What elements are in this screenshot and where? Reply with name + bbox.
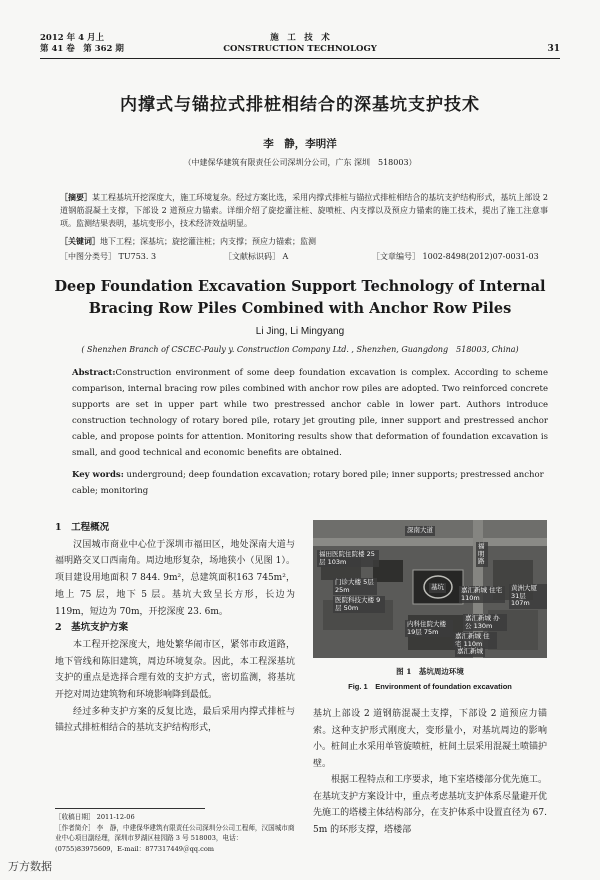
abstract-en-text: Construction environment of some deep foundation excavation is complex. According to scheme comparison, internal bracing row piles combined with anchor row piles are adopted. Two reinforced concrete supports are set in upper part while two prestressed anchor cable in lower part. Authors introduce construction technology of rotary bored pile, rotary jet grouting pile, inner support and prestressed anchor cable, and propose points for attention. Monitoring results show that deformation of foundation excavation is small, and good technical and economic benefits are obtained. — [72, 368, 548, 458]
keywords-en-text: underground; deep foundation excavation; rotary bored pile; inner supports; prestressed anchor cable; monitoring — [72, 470, 544, 496]
right-paragraph-1: 基坑上部设 2 道钢筋混凝土支撑，下部设 2 道预应力锚索。这种支护形式刚度大，变形量小，对基坑周边的影响小。桩间止水采用单管旋喷桩，桩间土层采用混凝土喷锚护壁。 — [313, 709, 548, 769]
section-2-paragraph-1: 本工程开挖深度大，地处繁华闹市区，紧邻市政道路，地下管线和陈旧建筑，周边环境复杂。因此，本工程深基坑支护的重点是选择合理有效的支护方式，密切监测，将基坑开挖对周边建筑物和环境影响降到最低。 — [55, 639, 295, 701]
abstract-en — [72, 365, 548, 461]
received-date: ［收稿日期］ 2011-12-06 — [55, 813, 135, 821]
abstract-cn-text: 某工程基坑开挖深度大，施工环境复杂。经过方案比选，采用内撑式排桩与锚拉式排桩相结合的基坑支护结构形式，基坑上部设 2 道钢筋混凝土支撑，下部设 2 道预应力锚索。详细介绍了旋挖灌注桩、旋喷桩、内支撑以及预应力锚索的施工技术，提出了施工注意事项。监测结果表明，基坑变形小，技术经济效益明显。 — [60, 193, 548, 228]
label-excavation-site: 基坑 — [431, 583, 444, 591]
figure-1-aerial-photo — [313, 520, 547, 658]
paper-title-en-line1: Deep Foundation Excavation Support Technology of Internal — [54, 278, 546, 295]
paper-title-cn: 内撑式与锚拉式排桩相结合的深基坑支护技术 — [120, 95, 480, 115]
abstract-cn-label: ［摘要］ — [60, 192, 93, 202]
label-jiahui-residence-2: 嘉汇新城 住宅 110m — [453, 632, 497, 649]
paper-title-en-line2: Bracing Row Piles Combined with Anchor Row Piles — [88, 300, 512, 317]
abstract-cn — [60, 191, 548, 230]
affiliation-en: ( Shenzhen Branch of CSCEC-Pauly y. Construction Company Ltd. , Shenzhen, Guangdong 518003, China) — [81, 345, 519, 354]
keywords-en — [72, 467, 548, 499]
footnote — [55, 812, 300, 854]
volume-issue: 第 41 卷 第 362 期 — [40, 44, 124, 54]
section-2-heading: 2 基坑支护方案 — [55, 622, 129, 634]
paper-title-en — [0, 276, 600, 320]
authors-cn: 李 静，李明洋 — [263, 138, 337, 150]
abstract-en-label: Abstract: — [72, 368, 116, 378]
page-number: 31 — [547, 44, 560, 54]
affiliation-cn: （中建保华建筑有限责任公司深圳分公司，广东 深圳 518003） — [183, 158, 417, 167]
article-number: ［文章编号］ 1002-8498(2012)07-0031-03 — [372, 252, 539, 261]
author-bio: ［作者简介］ 李 静，中建保华建筑有限责任公司深圳分公司工程师，汉国城市商业中心项目副经理，深圳市罗湖区桂园路 3 号 518003，电话：(0755)83975609，E-mail：877317449＠qq.com — [55, 823, 295, 853]
section-1-paragraph: 汉国城市商业中心位于深圳市福田区，地处深南大道与福明路交叉口西南角。周边地形复杂，场地狭小（见图 1）。项目建设用地面积 7 844. 9m²，总建筑面积163 745m²，地上 75 层，地下 5 层。基坑大致呈长方形，长边为 119m，短边为 70m，开挖深度 23. 6m。 — [55, 539, 295, 617]
label-medtech-building: 医院科技大楼 9层 50m — [333, 596, 385, 613]
authors-en: Li Jing, Li Mingyang — [255, 326, 345, 337]
section-1-heading: 1 工程概况 — [55, 522, 110, 533]
keywords-cn-label: ［关键词］ — [60, 236, 100, 246]
label-jiahui-residence-1: 嘉汇新城 住宅 110m — [459, 586, 505, 603]
running-header-journal — [0, 33, 600, 55]
wanfang-watermark: 万方数据 — [8, 860, 52, 873]
label-huangzhou-tower: 黄洲大厦 31层 107m — [509, 584, 547, 609]
label-shennan-road: 深南大道 — [407, 526, 433, 534]
section-2-paragraph-2: 经过多种支护方案的反复比选，最后采用内撑式排桩与锚拉式排桩相结合的基坑支护结构形式， — [55, 706, 295, 734]
body-left-column — [55, 520, 295, 737]
label-jiahui-office: 嘉汇新城 办公 130m — [463, 614, 507, 631]
footnote-rule — [55, 808, 205, 809]
document-code: ［文献标识码］ A — [224, 252, 289, 261]
right-paragraph-2: 根据工程特点和工序要求，地下室塔楼部分优先施工。在基坑支护方案设计中，重点考虑基坑支护体系尽量避开优先施工的塔楼主体结构部分，在支护体系中设置直径为 67. 5m 的环形支撑，塔楼部 — [313, 775, 548, 835]
label-futian-hospital: 福田医院住院楼 25层 103m — [317, 550, 379, 567]
figure-1-caption-en: Fig. 1 Environment of foundation excavation — [348, 682, 512, 691]
issue-date: 2012 年 4 月上 — [40, 33, 104, 43]
journal-name-en: CONSTRUCTION TECHNOLOGY — [223, 44, 377, 54]
body-right-column — [313, 706, 547, 838]
label-jiahui-new-city: 嘉汇新城 — [457, 647, 483, 655]
header-rule — [40, 58, 560, 59]
figure-1-caption-cn: 图 1 基坑周边环境 — [396, 667, 464, 676]
label-inpatient-building: 内科住院大楼 19层 75m — [405, 620, 453, 637]
journal-name-cn: 施 工 技 术 — [270, 33, 330, 43]
label-outpatient-building: 门诊大楼 5层 25m — [333, 578, 377, 595]
classification-row — [60, 251, 548, 262]
keywords-cn-text: 地下工程；深基坑；旋挖灌注桩；内支撑；预应力锚索；监测 — [100, 237, 316, 246]
keywords-cn — [60, 236, 548, 247]
label-fuming-road: 福明路 — [476, 542, 488, 567]
clc-number: ［中图分类号］ TU753. 3 — [60, 252, 157, 261]
keywords-en-label: Key words: — [72, 470, 124, 480]
